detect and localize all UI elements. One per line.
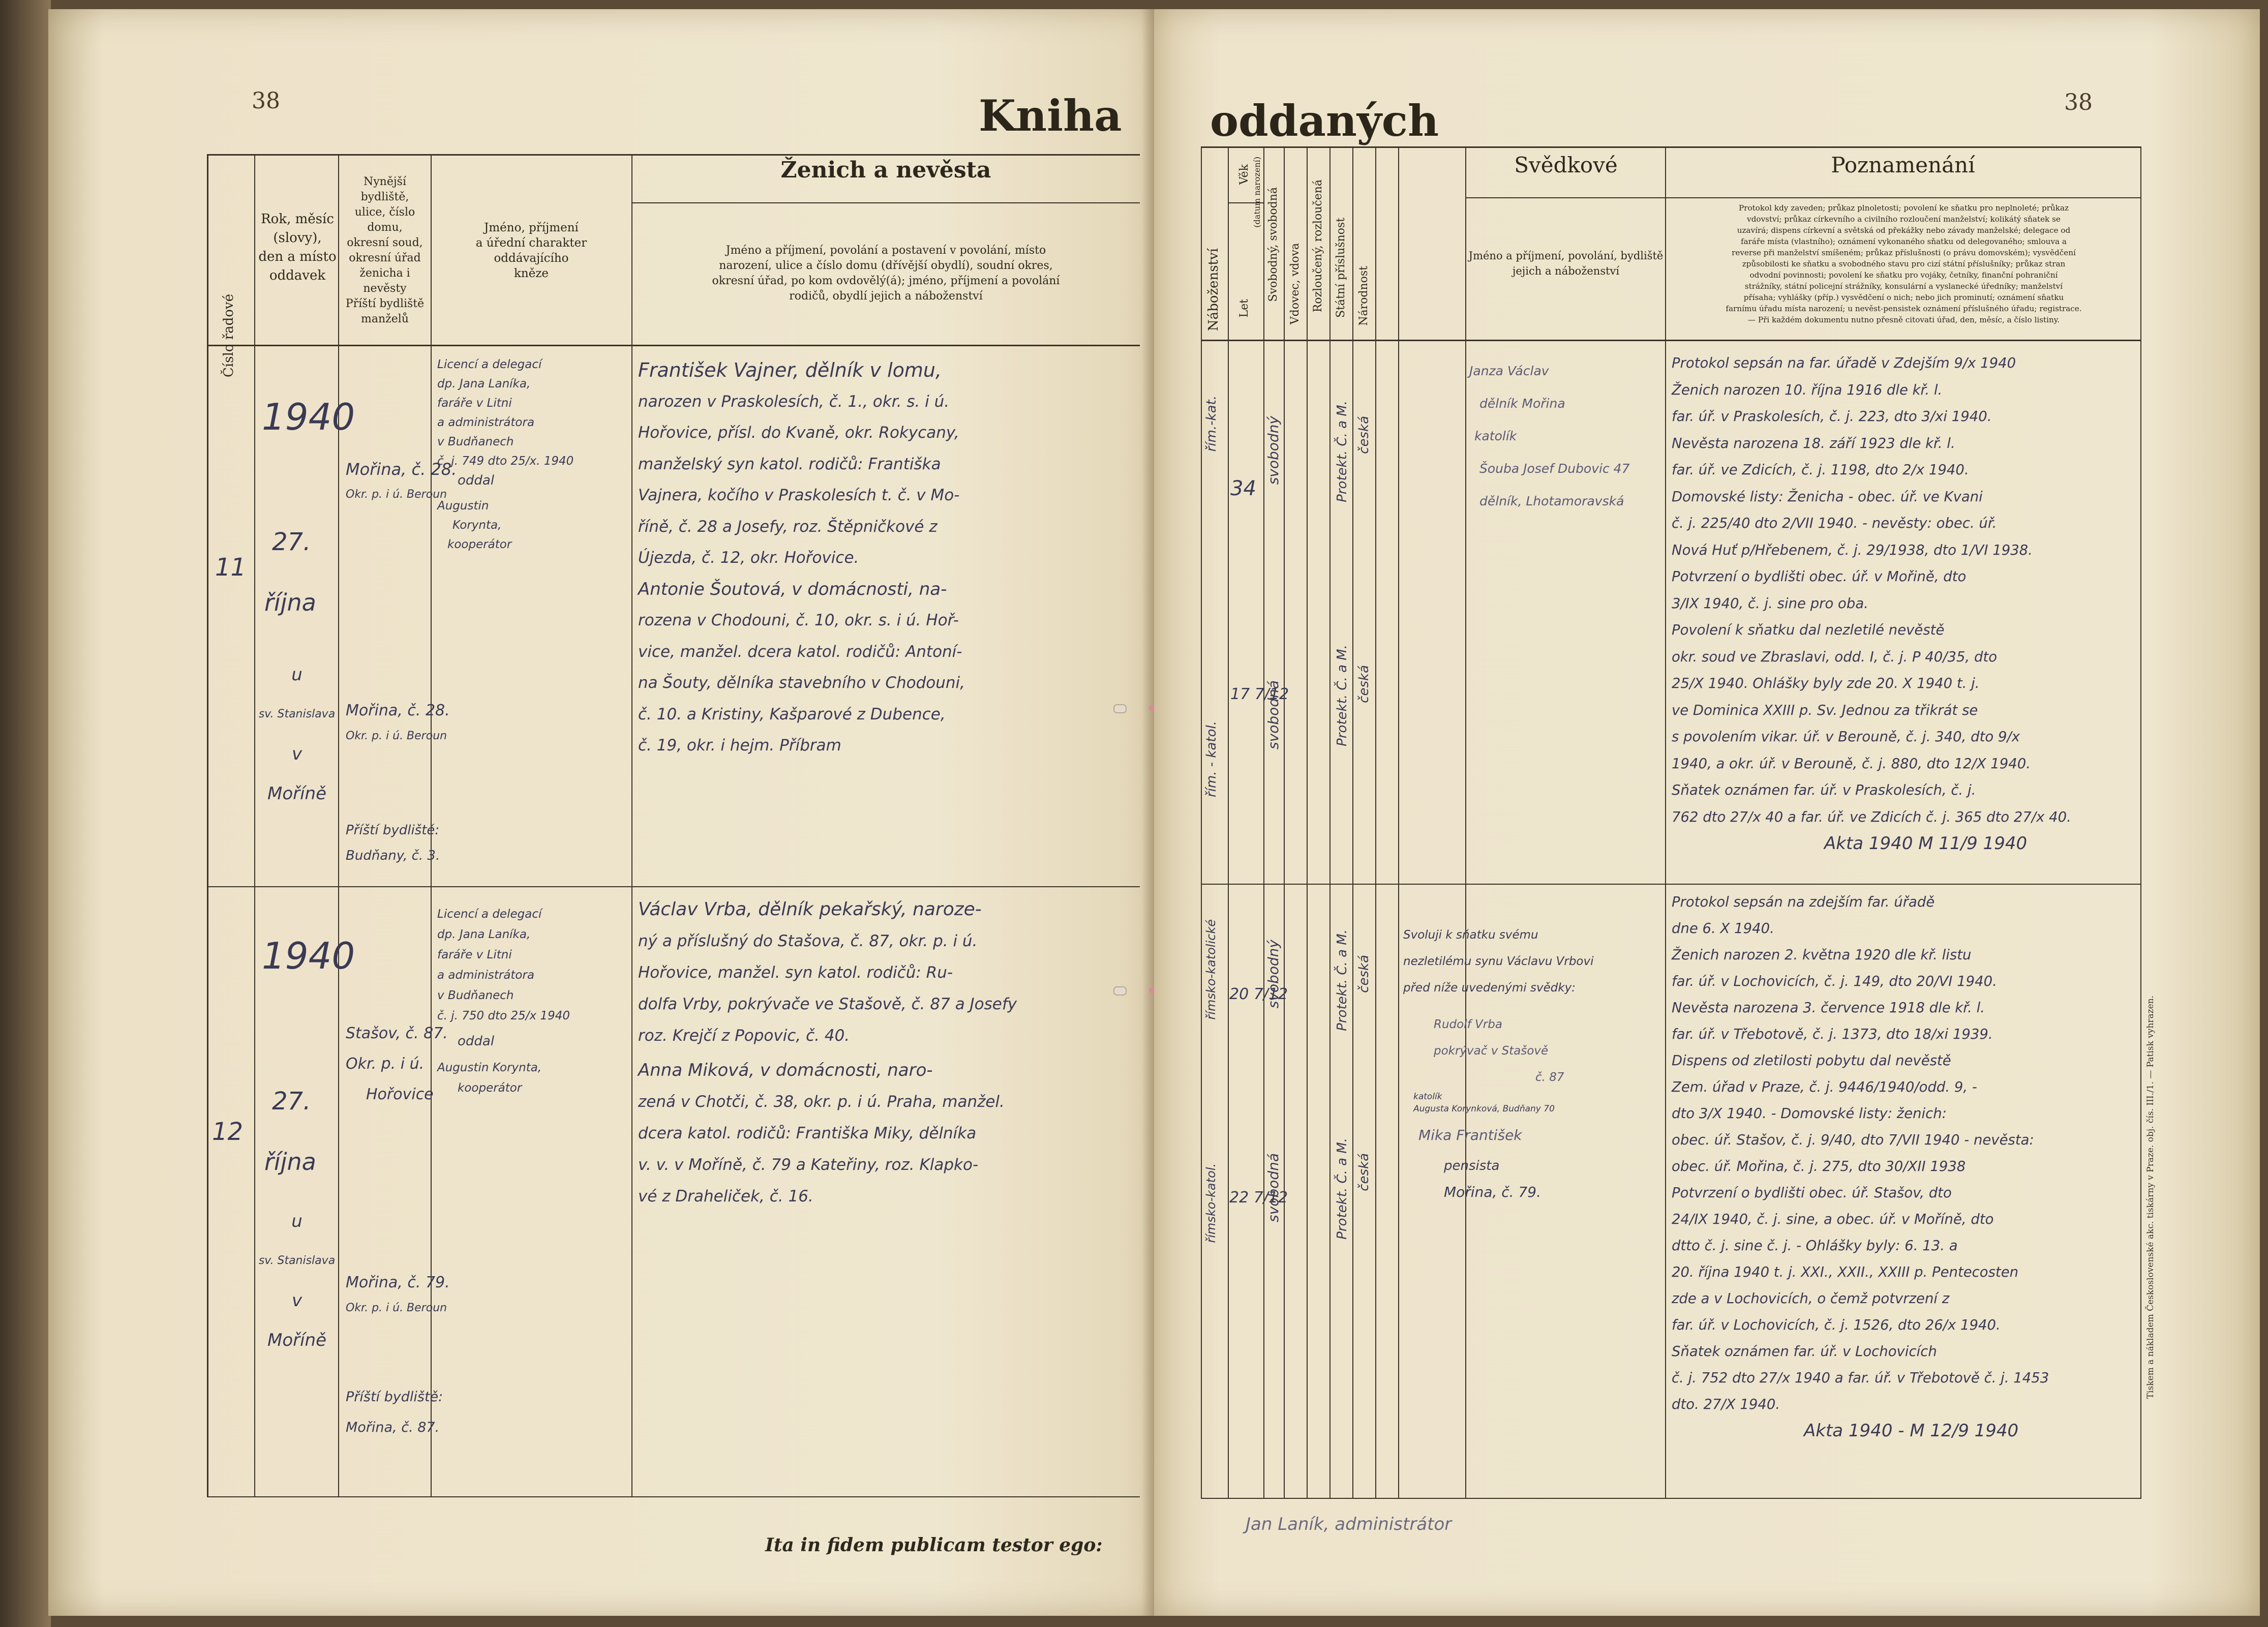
entry-month: října [264, 1148, 316, 1176]
header-years: Let [1238, 299, 1251, 318]
witness-title-rule [1465, 197, 1665, 198]
col-sep [1375, 146, 1376, 1499]
citizenship-groom: Protekt. Č. a M. [1335, 401, 1350, 502]
book-title-right: oddaných [1210, 96, 1439, 146]
footer-latin: Ita in fidem publicam testor ego: [765, 1534, 1103, 1556]
header-religion: Náboženství [1206, 248, 1221, 332]
entry-number: 12 [212, 1118, 244, 1146]
nationality-bride: česká [1356, 665, 1372, 703]
col-sep [1263, 146, 1264, 1499]
col-sep [1228, 146, 1229, 1499]
status-bride: svobodná [1265, 1153, 1282, 1222]
page-number-right: 38 [2064, 89, 2093, 115]
nationality-groom: česká [1356, 416, 1372, 454]
header-age-sub: (datum narození) [1252, 157, 1262, 228]
table-right-rule [2140, 146, 2141, 1499]
col-sep [1329, 146, 1330, 1499]
book-title-left: Kniha [979, 91, 1122, 141]
header-citizenship: Státní příslušnost [1335, 218, 1347, 318]
printer-note: Tiskem a nákladem Československé akc. tiskárny v Praze. obj. čís. III./1. — Patisk vyhrazen. [2145, 996, 2156, 1399]
header-couple-desc: Jméno a příjmení, povolání a postavení v povolání, místo narození, ulice a číslo domu (dřívější obydlí), soudní okres, okresní úřad, po kom ovdovělý(á); jméno, příjmení a povolání rodičů, obydlí jejich a náboženství [712, 244, 1060, 303]
entry-day: 27. [272, 1087, 311, 1116]
age-groom: 34 [1230, 477, 1256, 500]
citizenship-bride: Protekt. Č. a M. [1335, 1138, 1350, 1240]
notes-title-rule [1665, 197, 2140, 198]
header-witnesses-title: Svědkové [1514, 153, 1618, 177]
nationality-groom: česká [1356, 955, 1372, 993]
col-sep [1352, 146, 1353, 1499]
col-sep [631, 154, 632, 1496]
header-notes-title: Poznamenání [1831, 153, 1975, 177]
header-divorced: Rozloučený, rozloučená [1312, 179, 1324, 313]
col-sep [1465, 146, 1466, 1499]
entry-residence-bride: Mořina, č. 28. Okr. p. i ú. Beroun [346, 702, 450, 742]
header-nationality: Národnost [1357, 266, 1370, 326]
table-bottom-rule [207, 1496, 1140, 1497]
header-number: Číslo řadové [221, 294, 236, 378]
age-bride: 22 7/12 [1229, 1189, 1288, 1207]
table-left-rule [207, 154, 208, 1496]
entry-notes: Protokol sepsán na zdejším far. úřadě dne 6. X 1940. Ženich narozen 2. května 1920 dle kř. listu far. úř. v Lochovicích, č. j. 149, dto 20/VI 1940. Nevěsta narozena 3. července 1918 dle kř. l. far. úř. v Třebotově, č. j. 1373, dto 18/xi 1939. Dispens od zletilosti pobytu dal nevěstě Zem. úřad v Praze, č. j. 9446/1940/odd. 9, - dto 3/X 1940. - Domovské listy: ženich: obec. úř. Stašov, č. j. 9/40, dto 7/VII 1940 - nevěsta: obec. úř. Mořina, č. j. 275, dto 30/XII 1938 Potvrzení o bydlišti obec. úř. Stašov, dto 24/IX 1940, č. j. sine, a obec. úř. v Moříně, dto dtto č. j. sine č. j. - Ohlášky byly: 6. 13. a 20. října 1940 t. j. XXI., XXII., XXIII p. Pentecosten zde a v Lochovicích, o čemž potvrzení z far. úř. v Lochovicích, č. j. 1526, dto 26/x 1940. Sňatek oznámen far. úř. v Lochovicích č. j. 752 dto 27/x 1940 a far. úř. v Třebotově č. j. 1453 dto. 27/X 1940. Akta 1940 - M 12/9 1940 [1672, 894, 2049, 1441]
header-widowed: Vdovec, vdova [1289, 243, 1302, 325]
table-bottom-rule [1201, 1498, 2141, 1499]
col-sep [1665, 146, 1666, 1499]
header-bottom-rule [207, 345, 1140, 346]
col-sep [1398, 146, 1399, 1499]
entry-year: 1940 [262, 935, 355, 977]
header-residence: Nynější bydliště, ulice, číslo domu, okresní soud, okresní úřad ženicha i nevěsty Příští bydliště manželů [345, 175, 425, 325]
header-couple-title: Ženich a nevěsta [780, 157, 991, 183]
entry-witnesses: Janza Václav dělník Mořina katolík Šouba Josef Dubovic 47 dělník, Lhotamoravská [1469, 364, 1630, 508]
status-groom: svobodný [1265, 416, 1282, 485]
binding-stitch [1113, 986, 1127, 996]
entry-notes: Protokol sepsán na far. úřadě v Zdejším 9/x 1940 Ženich narozen 10. října 1916 dle kř. l. far. úř. v Praskolesích, č. j. 223, dto 3/xi 1940. Nevěsta narozena 18. září 1923 dle kř. l. far. úř. ve Zdicích, č. j. 1198, dto 2/x 1940. Domovské listy: Ženicha - obec. úř. ve Kvani č. j. 225/40 dto 2/VII 1940. - nevěsty: obec. úř. Nová Huť p/Hřebenem, č. j. 29/1938, dto 1/VI 1938. Potvrzení o bydlišti obec. úř. v Mořině, dto 3/IX 1940, č. j. sine pro oba. Povolení k sňatku dal nezletilé nevěstě okr. soud ve Zbraslavi, odd. I, č. j. P 40/35, dto 25/X 1940. Ohlášky byly zde 20. X 1940 t. j. ve Dominica XXIII p. Sv. Jednou za třikrát se s povolením vikar. úř. v Berouně, č. j. 340, dto 9/x 1940, a okr. úř. v Berouně, č. j. 880, dto 12/X 1940. Sňatek oznámen far. úř. v Praskolesích, č. j. 762 dto 27/x 40 a far. úř. ve Zdicích č. j. 365 dto 27/x 40. Akta 1940 M 11/9 1940 [1672, 355, 2071, 854]
entry-separator [207, 886, 1140, 887]
binding-stitch [1113, 704, 1127, 713]
nationality-bride: česká [1356, 1153, 1372, 1191]
book-binding [0, 0, 51, 1627]
status-bride: svobodná [1265, 680, 1282, 749]
header-witnesses-desc: Jméno a příjmení, povolání, bydliště jejich a náboženství [1468, 250, 1664, 277]
header-age: Věk [1238, 164, 1251, 185]
entry-future-residence: Příští bydliště: Mořina, č. 87. [346, 1389, 443, 1435]
right-page [1154, 9, 2260, 1616]
entry-place: u sv. Stanislava v Moříně [258, 665, 336, 804]
status-groom: svobodný [1265, 940, 1282, 1009]
entry-residence-bride: Mořina, č. 79. Okr. p. i ú. Beroun [346, 1274, 450, 1314]
priest-signature: Jan Laník, administrátor [1246, 1514, 1452, 1534]
religion-groom: řím.-kat. [1204, 396, 1219, 452]
header-notes-desc: Protokol kdy zaveden; průkaz plnoletosti; povolení ke sňatku pro neplnoleté; průkaz vdovství; průkaz církevního a civilního rozloučení manželství; kolikátý sňatek se uzavírá; dispens církevní a světská od překážky nebo závady manželské; delegace od faráře místa (vlastního); oznámení vykonaného sňatku od delegovaného; smlouva a reverse při manželství smíšeném; průkaz příslušnosti (o právu domovském); vysvědčení způsobilosti ke sňatku a svobodného stavu pro cizí státní příslušníky; průkaz stran odvodní povinnosti; povolení ke sňatku pro vojáky, četníky, finanční pohraniční strážníky, státní policejní strážníky, konsulární a vyslanecké úředníky; manželství přísaha; vyhlášky (příp.) vysvědčení o nich; nebo jich prominutí; oznámení sňatku farnímu úřadu místa narození; u nevěst-pensistek oznámení příslušného úřadu; registrace. — Při každém dokumentu nutno přesně citovati úřad, den, měsíc, a číslo listiny. [1726, 203, 2082, 324]
header-priest: Jméno, příjmení a úřední charakter oddávajícího kněze [475, 221, 587, 280]
citizenship-bride: Protekt. Č. a M. [1335, 645, 1350, 746]
col-sep [1284, 146, 1285, 1499]
page-number-left: 38 [252, 88, 280, 114]
table-top-rule [207, 154, 1140, 156]
entry-groom-bride: Václav Vrba, dělník pekařský, naroze- ný a příslušný do Stašova, č. 87, okr. p. i ú. Hořovice, manžel. syn katol. rodičů: Ru- dolfa Vrby, pokrývače ve Stašově, č. 87 a Josefy roz. Krejčí z Popovic, č. 40. Anna Miková, v domácnosti, naro- zená v Chotči, č. 38, okr. p. i ú. Praha, manžel. dcera katol. rodičů: Františka Miky, dělníka v. v. v Moříně, č. 79 a Kateřiny, roz. Klapko- vé z Draheliček, č. 16. [638, 899, 1017, 1206]
entry-place: u sv. Stanislava v Moříně [258, 1211, 336, 1350]
col-sep [1307, 146, 1308, 1499]
header-date: Rok, měsíc (slovy), den a místo oddavek [258, 212, 337, 283]
col-sep [338, 154, 339, 1496]
religion-bride: římsko-katol. [1204, 1163, 1218, 1243]
entry-separator [1201, 884, 2141, 885]
entry-witnesses: Svoluji k sňatku svému nezletilému synu Václavu Vrbovi před níže uvedenými svědky: Rudolf Vrba pokrývač v Stašově č. 87 katolík Augusta Korynková, Budňany 70 Mika František pensista Mořina, č. 79. [1403, 928, 1594, 1200]
entry-month: října [264, 589, 316, 616]
citizenship-groom: Protekt. Č. a M. [1335, 929, 1350, 1031]
entry-year: 1940 [262, 396, 355, 438]
entry-day: 27. [272, 528, 311, 556]
age-groom: 20 7/12 [1229, 985, 1288, 1003]
religion-groom: římsko-katolické [1204, 919, 1218, 1020]
entry-groom-bride: František Vajner, dělník v lomu, narozen v Praskolesích, č. 1., okr. s. i ú. Hořovice, přísl. do Kvaně, okr. Rokycany, manželský syn katol. rodičů: Františka Vajnera, kočího v Praskolesích t. č. v Mo- říně, č. 28 a Josefy, roz. Štěpničkové z Újezda, č. 12, okr. Hořovice. Antonie Šoutová, v domácnosti, na- rozena v Chodouni, č. 10, okr. s. i ú. Hoř- vice, manžel. dcera katol. rodičů: Antoní- na Šouty, dělníka stavebního v Chodouni, č. 10. a Kristiny, Kašparové z Dubence, č. 19, okr. i hejm. Příbram [638, 359, 965, 755]
header-single: Svobodný, svobodná [1267, 187, 1280, 302]
table-top-rule [1201, 146, 2141, 148]
entry-future-residence: Příští bydliště: Budňany, č. 3. [346, 823, 440, 863]
entry-priest: Licencí a delegací dp. Jana Laníka, faráře v Litni a administrátora v Budňanech č. j. 749 dto 25/x. 1940 oddal Augustin Korynta, kooperátor [437, 358, 574, 551]
header-bottom-rule [1201, 340, 2141, 341]
entry-residence: Mořina, č. 28. Okr. p. i ú. Beroun [346, 460, 457, 501]
col-sep [254, 154, 255, 1496]
age-bride: 17 7/12 [1230, 685, 1289, 703]
entry-number: 11 [215, 553, 247, 582]
left-page [48, 9, 1154, 1616]
religion-bride: řím. - katol. [1204, 721, 1219, 797]
entry-residence: Stašov, č. 87. Okr. p. i ú. Hořovice [346, 1025, 448, 1103]
entry-priest: Licencí a delegací dp. Jana Laníka, faráře v Litni a administrátora v Budňanech č. j. 750 dto 25/x 1940 oddal Augustin Korynta, kooperátor [437, 908, 570, 1095]
couple-title-rule [631, 202, 1140, 203]
col-sep [1201, 146, 1202, 1499]
